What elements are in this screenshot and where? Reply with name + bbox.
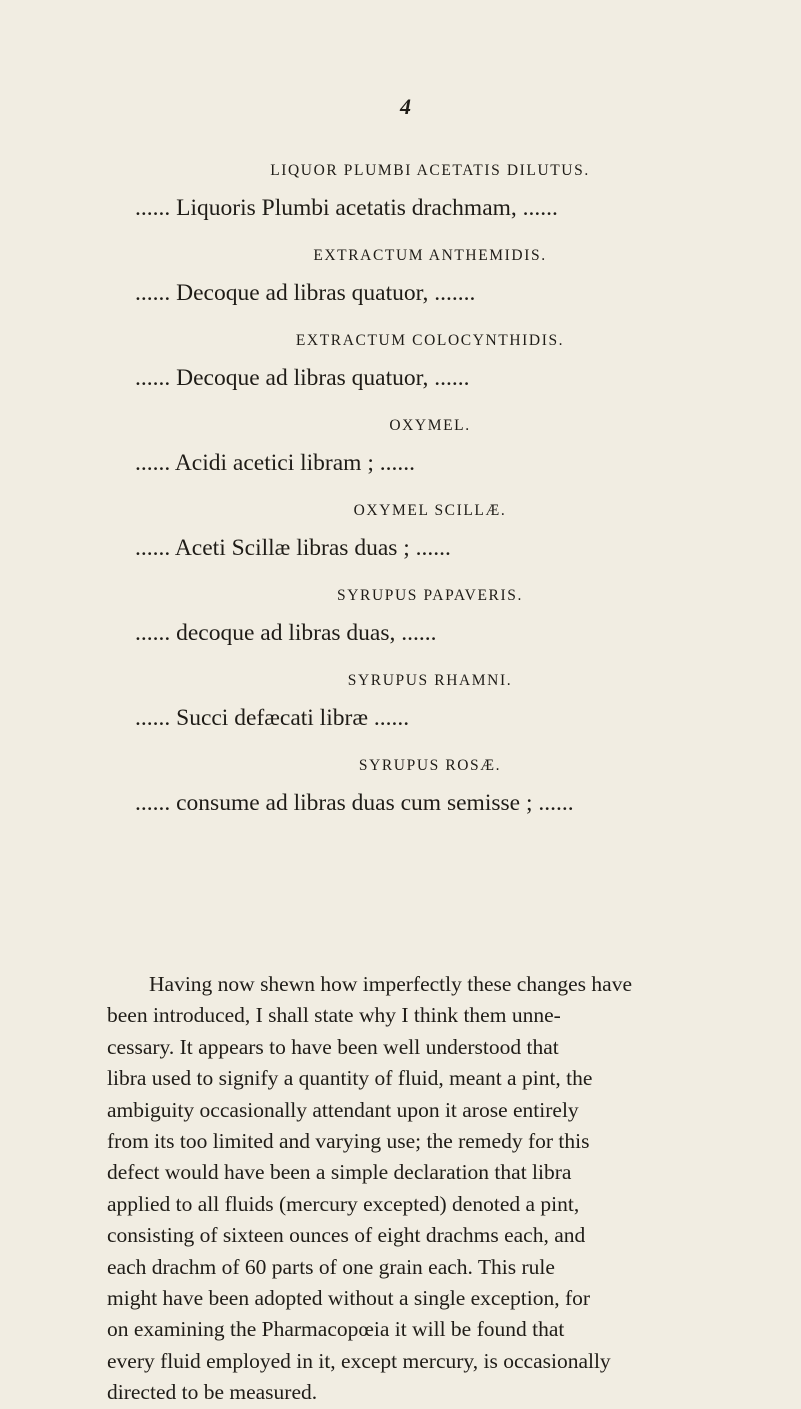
entry-heading: SYRUPUS PAPAVERIS. <box>337 587 523 604</box>
formula-entry <box>105 247 715 307</box>
entry-heading: SYRUPUS RHAMNI. <box>347 672 513 689</box>
paragraph-line: on examining the Pharmacopœia it will be found that <box>107 1317 565 1342</box>
formula-entry <box>105 332 715 392</box>
entry-heading: SYRUPUS ROSÆ. <box>358 757 502 774</box>
paragraph-line: Having now shewn how imperfectly these changes have <box>149 972 633 996</box>
paragraph-line: each drachm of 60 parts of one grain each. This rule <box>107 1254 555 1279</box>
paragraph-line: ambiguity occasionally attendant upon it arose entirely <box>107 1097 579 1122</box>
entry-text: ...... Decoque ad libras quatuor, ...... <box>135 365 470 391</box>
formula-entry <box>105 587 715 647</box>
paragraph-line: libra used to signify a quantity of fluid, meant a pint, the <box>107 1066 593 1091</box>
paragraph-line: every fluid employed in it, except mercury, is occasionally <box>107 1348 611 1373</box>
page-number: 4 <box>400 94 411 119</box>
entry-text: ...... consume ad libras duas cum semisse ; ...... <box>135 790 574 816</box>
entry-heading: OXYMEL. <box>389 417 471 434</box>
paragraph-line: applied to all fluids (mercury excepted) denoted a pint, <box>107 1191 580 1216</box>
paragraph-line: cessary. It appears to have been well understood that <box>107 1034 559 1059</box>
formula-list <box>105 162 715 842</box>
body-paragraph <box>107 969 710 1409</box>
paragraph-line: from its too limited and varying use; the remedy for this <box>107 1129 590 1154</box>
entry-heading: LIQUOR PLUMBI ACETATIS DILUTUS. <box>270 162 590 179</box>
paragraph-line: consisting of sixteen ounces of eight drachms each, and <box>107 1223 586 1248</box>
entry-text: ...... Succi defæcati libræ ...... <box>135 705 410 731</box>
entry-text: ...... decoque ad libras duas, ...... <box>135 620 437 646</box>
paragraph-line: been introduced, I shall state why I think them unne- <box>107 1003 561 1028</box>
entry-heading: EXTRACTUM ANTHEMIDIS. <box>313 247 547 264</box>
formula-entry <box>105 672 715 732</box>
paragraph-line: directed to be measured. <box>107 1380 318 1405</box>
formula-entry <box>105 502 715 562</box>
paragraph-line: defect would have been a simple declaration that libra <box>107 1160 572 1185</box>
entry-text: ...... Aceti Scillæ libras duas ; ...... <box>135 535 451 561</box>
entry-heading: EXTRACTUM COLOCYNTHIDIS. <box>295 332 565 349</box>
entry-text: ...... Decoque ad libras quatuor, ....... <box>135 280 476 306</box>
formula-entry <box>105 757 715 817</box>
paragraph-line: might have been adopted without a single exception, for <box>107 1286 591 1311</box>
formula-entry <box>105 417 715 477</box>
entry-text: ...... Liquoris Plumbi acetatis drachmam, ...... <box>135 195 558 221</box>
entry-heading: OXYMEL SCILLÆ. <box>353 502 507 519</box>
formula-entry <box>105 162 715 222</box>
entry-text: ...... Acidi acetici libram ; ...... <box>135 450 415 476</box>
